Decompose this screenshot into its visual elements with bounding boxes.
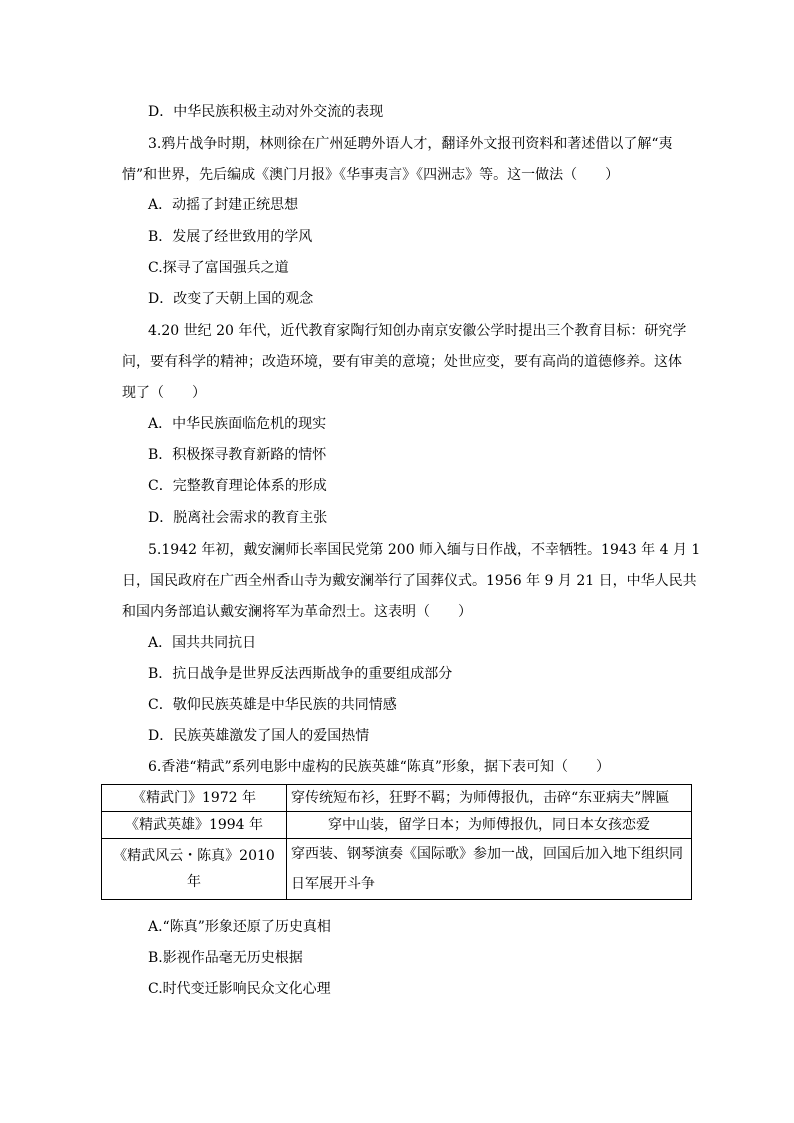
table-cell-desc — [287, 812, 692, 839]
q5-stem-line2: 日，国民政府在广西全州香山寺为戴安澜举行了国葬仪式。1956 年 9 月 21 日，中华人民共 — [122, 573, 697, 589]
table-row — [102, 839, 692, 900]
table-cell-film: 《精武风云・陈真》2010 年 — [102, 839, 287, 900]
q3-option-b: B．发展了经世致用的学风 — [148, 229, 313, 245]
q3-option-d: D．改变了天朝上国的观念 — [148, 291, 314, 307]
q6-option-b: B.影视作品毫无历史根据 — [148, 950, 303, 966]
q5-stem-line3: 和国内务部追认戴安澜将军为革命烈士。这表明（ ） — [122, 604, 472, 620]
q4-option-d: D．脱离社会需求的教育主张 — [148, 510, 328, 526]
table-cell-desc-line: 穿中山装，留学日本；为师傅报仇，同日本女孩恋爱 — [328, 817, 650, 833]
q4-stem-line1: 4.20 世纪 20 年代，近代教育家陶行知创办南京安徽公学时提出三个教育目标：研究学 — [148, 323, 687, 339]
table-cell-desc — [287, 839, 692, 900]
q6-option-c: C.时代变迁影响民众文化心理 — [148, 981, 331, 997]
q2-option-d: D．中华民族积极主动对外交流的表现 — [148, 104, 384, 120]
q5-option-a: A．国共共同抗日 — [148, 635, 257, 651]
q6-option-a: A.“陈真”形象还原了历史真相 — [148, 919, 331, 935]
table-row — [102, 785, 692, 812]
q5-option-b: B．抗日战争是世界反法西斯战争的重要组成部分 — [148, 666, 453, 682]
table-cell-desc — [287, 785, 692, 812]
q3-stem-line2: 情”和世界，先后编成《澳门月报》《华事夷言》《四洲志》等。这一做法（ ） — [122, 167, 620, 183]
film-table — [101, 784, 692, 900]
q4-option-b: B．积极探寻教育新路的情怀 — [148, 447, 327, 463]
q3-stem-line1: 3.鸦片战争时期，林则徐在广州延聘外语人才，翻译外文报刊资料和著述借以了解“夷 — [148, 136, 673, 152]
q4-stem-line2: 问，要有科学的精神；改造环境，要有审美的意境；处世应变，要有高尚的道德修养。这体 — [122, 354, 682, 370]
q3-option-a: A．动摇了封建正统思想 — [148, 197, 299, 213]
q5-stem-line1: 5.1942 年初，戴安澜师长率国民党第 200 师入缅与日作战，不幸牺牲。1943 年 4 月 1 — [148, 542, 701, 558]
table-cell-desc-line: 日军展开斗争 — [291, 876, 375, 892]
table-cell-desc-line: 穿传统短布衫，狂野不羁；为师傅报仇，击碎“东亚病夫”牌匾 — [291, 790, 670, 806]
table-cell-desc-line: 穿西装、钢琴演奏《国际歌》参加一战，回国后加入地下组织同 — [291, 846, 683, 862]
q6-stem: 6.香港“精武”系列电影中虚构的民族英雄“陈真”形象，据下表可知（ ） — [148, 759, 610, 775]
q5-option-d: D．民族英雄激发了国人的爱国热情 — [148, 728, 370, 744]
q4-option-c: C．完整教育理论体系的形成 — [148, 478, 327, 494]
table-cell-film: 《精武门》1972 年 — [102, 785, 287, 812]
q4-stem-line3: 现了（ ） — [122, 385, 206, 401]
q3-option-c: C.探寻了富国强兵之道 — [148, 260, 289, 276]
q5-option-c: C．敬仰民族英雄是中华民族的共同情感 — [148, 697, 397, 713]
table-row — [102, 812, 692, 839]
table-cell-film: 《精武英雄》1994 年 — [102, 812, 287, 839]
q4-option-a: A．中华民族面临危机的现实 — [148, 416, 327, 432]
